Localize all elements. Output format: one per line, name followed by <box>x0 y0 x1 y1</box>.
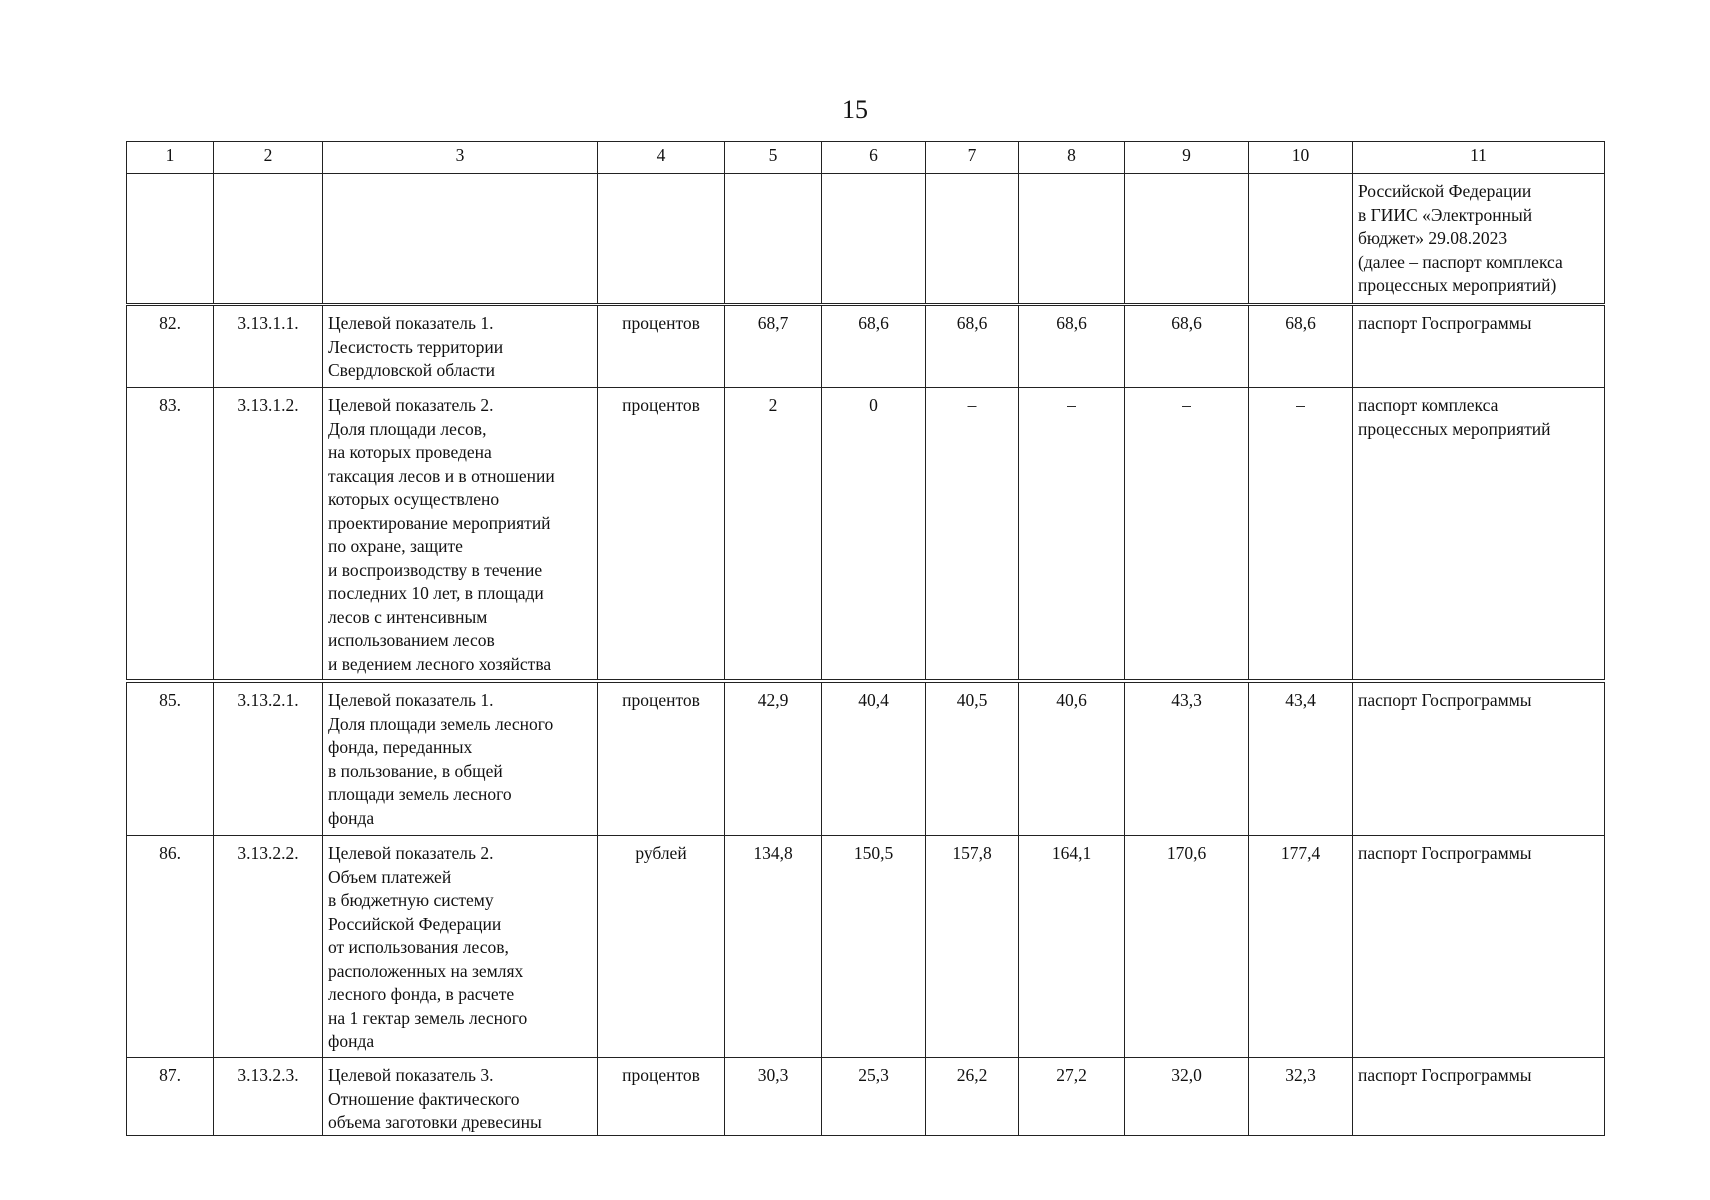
empty-cell <box>926 174 1019 304</box>
source-line: паспорт Госпрограммы <box>1358 313 1532 333</box>
source-cell <box>1353 683 1605 836</box>
value-cell: 68,6 <box>1249 306 1353 388</box>
indicator-name-line: и воспроизводству в течение <box>328 559 543 580</box>
value-cell: 150,5 <box>822 836 926 1058</box>
empty-cell <box>1019 174 1125 304</box>
source-line: паспорт комплекса <box>1358 395 1499 415</box>
source-cell <box>1353 836 1605 1058</box>
source-line: Российской Федерации <box>1358 181 1532 201</box>
empty-cell <box>725 174 822 304</box>
table-row <box>127 1058 1605 1136</box>
value-cell: 68,7 <box>725 306 822 388</box>
table-row <box>127 306 1605 388</box>
indicator-name-line: Целевой показатель 1. <box>328 690 494 710</box>
source-cell <box>1353 306 1605 388</box>
row-code: 3.13.1.2. <box>214 388 323 680</box>
column-header-8: 8 <box>1019 142 1125 174</box>
value-cell: 68,6 <box>1019 306 1125 388</box>
value-cell: 0 <box>822 388 926 680</box>
column-header-3: 3 <box>323 142 598 174</box>
source-line: паспорт Госпрограммы <box>1358 1065 1532 1085</box>
indicator-name-line: Лесистость территории <box>328 336 504 357</box>
value-cell: 40,5 <box>926 683 1019 836</box>
column-header-11: 11 <box>1353 142 1605 174</box>
page-number: 15 <box>842 95 868 124</box>
indicator-name-line: лесного фонда, в расчете <box>328 984 515 1004</box>
value-cell: 27,2 <box>1019 1058 1125 1136</box>
empty-cell <box>822 174 926 304</box>
empty-cell <box>214 174 323 304</box>
value-cell: 25,3 <box>822 1058 926 1136</box>
row-number: 87. <box>127 1058 214 1136</box>
indicator-name-line: таксация лесов и в отношении <box>328 465 555 486</box>
table-row <box>127 683 1605 836</box>
indicator-name <box>323 836 598 1058</box>
indicator-name-line: Целевой показатель 2. <box>328 843 494 863</box>
indicator-name-line: в бюджетную систему <box>328 890 494 910</box>
indicator-name-line: на которых проведена <box>328 442 492 462</box>
indicator-name-line: Свердловской области <box>328 360 496 380</box>
unit-cell: процентов <box>598 683 725 836</box>
indicator-name-line: по охране, защите <box>328 536 463 556</box>
empty-cell <box>127 174 214 304</box>
indicator-name-line: на 1 гектар земель лесного <box>328 1007 528 1028</box>
continuation-row <box>127 174 1605 304</box>
value-cell: 170,6 <box>1125 836 1249 1058</box>
table-row <box>127 836 1605 1058</box>
value-cell: – <box>1249 388 1353 680</box>
indicator-name-line: лесов с интенсивным <box>328 606 488 627</box>
value-cell: – <box>926 388 1019 680</box>
indicator-name-line: от использования лесов, <box>328 937 509 957</box>
value-cell: 43,3 <box>1125 683 1249 836</box>
source-cell <box>1353 1058 1605 1136</box>
indicators-table-block-2 <box>126 682 1605 1136</box>
column-number-header-row <box>127 142 1605 174</box>
value-cell: 43,4 <box>1249 683 1353 836</box>
unit-cell: рублей <box>598 836 725 1058</box>
column-header-5: 5 <box>725 142 822 174</box>
indicator-name <box>323 683 598 836</box>
empty-cell <box>323 174 598 304</box>
row-number: 83. <box>127 388 214 680</box>
source-line: (далее – паспорт комплекса <box>1358 251 1563 272</box>
indicator-name-line: Целевой показатель 2. <box>328 395 494 415</box>
value-cell: 177,4 <box>1249 836 1353 1058</box>
source-line: процессных мероприятий) <box>1358 275 1557 295</box>
source-cell <box>1353 174 1605 304</box>
indicator-name-line: Целевой показатель 3. <box>328 1065 494 1085</box>
indicator-name-line: Отношение фактического <box>328 1088 520 1109</box>
value-cell: 32,3 <box>1249 1058 1353 1136</box>
column-header-4: 4 <box>598 142 725 174</box>
indicators-table-block-1 <box>126 305 1605 680</box>
value-cell: – <box>1125 388 1249 680</box>
source-line: паспорт Госпрограммы <box>1358 843 1532 863</box>
value-cell: 2 <box>725 388 822 680</box>
indicator-name-line: Целевой показатель 1. <box>328 313 494 333</box>
column-header-9: 9 <box>1125 142 1249 174</box>
source-line: в ГИИС «Электронный <box>1358 204 1533 225</box>
value-cell: 40,6 <box>1019 683 1125 836</box>
indicator-name-line: площади земель лесного <box>328 784 512 804</box>
indicator-name <box>323 306 598 388</box>
value-cell: 68,6 <box>1125 306 1249 388</box>
value-cell: 157,8 <box>926 836 1019 1058</box>
value-cell: – <box>1019 388 1125 680</box>
indicator-name-line: Доля площади лесов, <box>328 418 487 439</box>
indicator-name-line: фонда <box>328 807 375 828</box>
indicator-name-line: использованием лесов <box>328 630 495 650</box>
indicator-name-line: Российской Федерации <box>328 913 502 934</box>
indicator-name-line: расположенных на землях <box>328 960 524 981</box>
indicators-table-header-block <box>126 141 1605 304</box>
value-cell: 30,3 <box>725 1058 822 1136</box>
value-cell: 32,0 <box>1125 1058 1249 1136</box>
table-row <box>127 388 1605 680</box>
value-cell: 26,2 <box>926 1058 1019 1136</box>
indicator-name-line: объема заготовки древесины <box>328 1112 542 1132</box>
source-cell <box>1353 388 1605 680</box>
indicator-name-line: и ведением лесного хозяйства <box>328 653 552 674</box>
value-cell: 134,8 <box>725 836 822 1058</box>
column-header-6: 6 <box>822 142 926 174</box>
indicator-name-line: которых осуществлено <box>328 489 500 509</box>
value-cell: 68,6 <box>822 306 926 388</box>
empty-cell <box>1249 174 1353 304</box>
row-code: 3.13.2.3. <box>214 1058 323 1136</box>
row-code: 3.13.2.2. <box>214 836 323 1058</box>
empty-cell <box>1125 174 1249 304</box>
indicator-name-line: Доля площади земель лесного <box>328 713 554 734</box>
indicator-name-line: Объем платежей <box>328 866 452 887</box>
indicator-name <box>323 388 598 680</box>
source-line: бюджет» 29.08.2023 <box>1358 228 1508 248</box>
unit-cell: процентов <box>598 388 725 680</box>
indicator-name-line: фонда, переданных <box>328 737 473 757</box>
column-header-2: 2 <box>214 142 323 174</box>
source-line: процессных мероприятий <box>1358 418 1551 439</box>
empty-cell <box>598 174 725 304</box>
row-number: 86. <box>127 836 214 1058</box>
row-number: 82. <box>127 306 214 388</box>
indicator-name-line: в пользование, в общей <box>328 760 503 781</box>
column-header-1: 1 <box>127 142 214 174</box>
row-code: 3.13.1.1. <box>214 306 323 388</box>
value-cell: 164,1 <box>1019 836 1125 1058</box>
value-cell: 68,6 <box>926 306 1019 388</box>
row-code: 3.13.2.1. <box>214 683 323 836</box>
unit-cell: процентов <box>598 1058 725 1136</box>
indicator-name-line: проектирование мероприятий <box>328 512 551 533</box>
source-line: паспорт Госпрограммы <box>1358 690 1532 710</box>
indicator-name-line: фонда <box>328 1031 375 1051</box>
indicator-name <box>323 1058 598 1136</box>
unit-cell: процентов <box>598 306 725 388</box>
row-number: 85. <box>127 683 214 836</box>
value-cell: 40,4 <box>822 683 926 836</box>
column-header-7: 7 <box>926 142 1019 174</box>
indicator-name-line: последних 10 лет, в площади <box>328 583 544 603</box>
column-header-10: 10 <box>1249 142 1353 174</box>
value-cell: 42,9 <box>725 683 822 836</box>
